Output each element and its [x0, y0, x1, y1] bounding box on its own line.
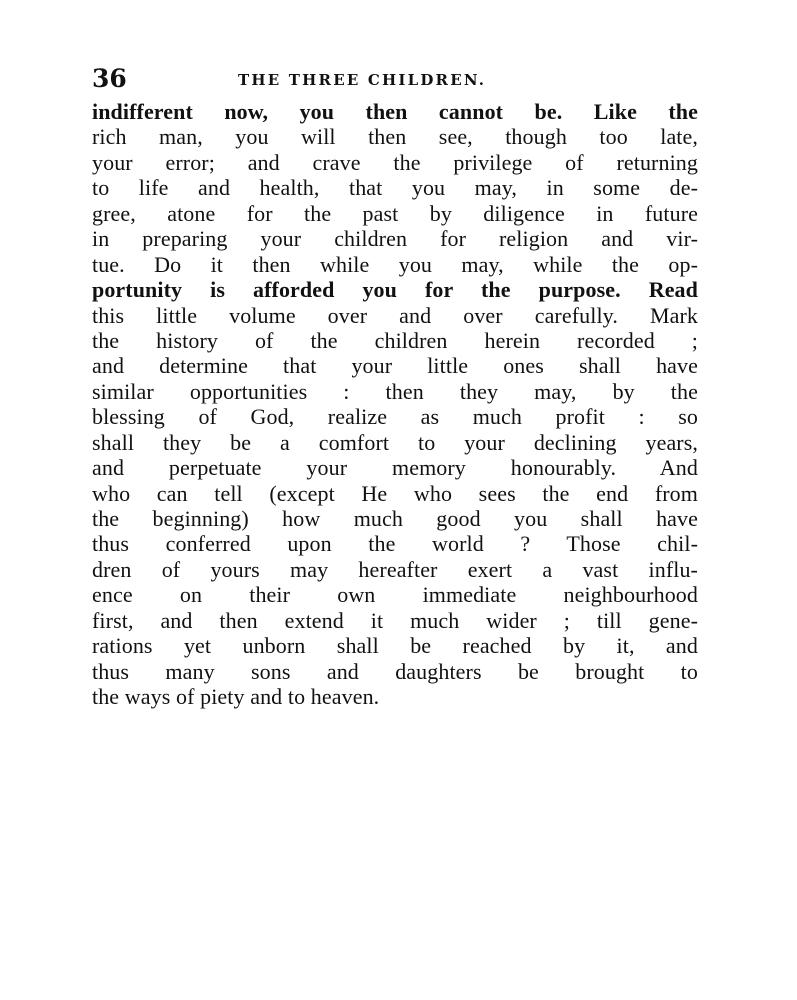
text-line: first, and then extend it much wider ; till gene- — [92, 607, 698, 633]
text-line: the history of the children herein recorded ; — [92, 327, 698, 353]
text-line: who can tell (except He who sees the end from — [92, 480, 698, 506]
text-line: shall they be a comfort to your declining years, — [92, 429, 698, 455]
text-line: this little volume over and over carefully. Mark — [92, 302, 698, 328]
text-line: thus conferred upon the world ? Those chil- — [92, 531, 698, 557]
running-header — [92, 62, 698, 96]
text-line: tue. Do it then while you may, while the op- — [92, 251, 698, 277]
text-line: and perpetuate your memory honourably. And — [92, 455, 698, 481]
text-line: to life and health, that you may, in some de- — [92, 175, 698, 201]
body-paragraph — [92, 99, 698, 710]
text-line: thus many sons and daughters be brought to — [92, 658, 698, 684]
text-line: indifferent now, you then cannot be. Like the — [92, 99, 698, 124]
text-line: the beginning) how much good you shall have — [92, 506, 698, 531]
text-line: dren of yours may hereafter exert a vast influ- — [92, 556, 698, 582]
text-line: portunity is afforded you for the purpose. Read — [92, 277, 698, 303]
page-number: 36 — [92, 64, 127, 93]
text-line: the ways of piety and to heaven. — [92, 684, 380, 710]
text-line: blessing of God, realize as much profit : so — [92, 404, 698, 430]
text-line: similar opportunities : then they may, by the — [92, 378, 698, 404]
text-line: and determine that your little ones shall have — [92, 353, 698, 379]
text-line: gree, atone for the past by diligence in future — [92, 200, 698, 226]
text-line: in preparing your children for religion and vir- — [92, 226, 698, 252]
text-line: rich man, you will then see, though too late, — [92, 124, 698, 150]
text-line: rations yet unborn shall be reached by it, and — [92, 633, 698, 659]
text-line: ence on their own immediate neighbourhood — [92, 582, 698, 608]
text-line: your error; and crave the privilege of returning — [92, 149, 698, 175]
running-title: THE THREE CHILDREN. — [238, 71, 487, 89]
